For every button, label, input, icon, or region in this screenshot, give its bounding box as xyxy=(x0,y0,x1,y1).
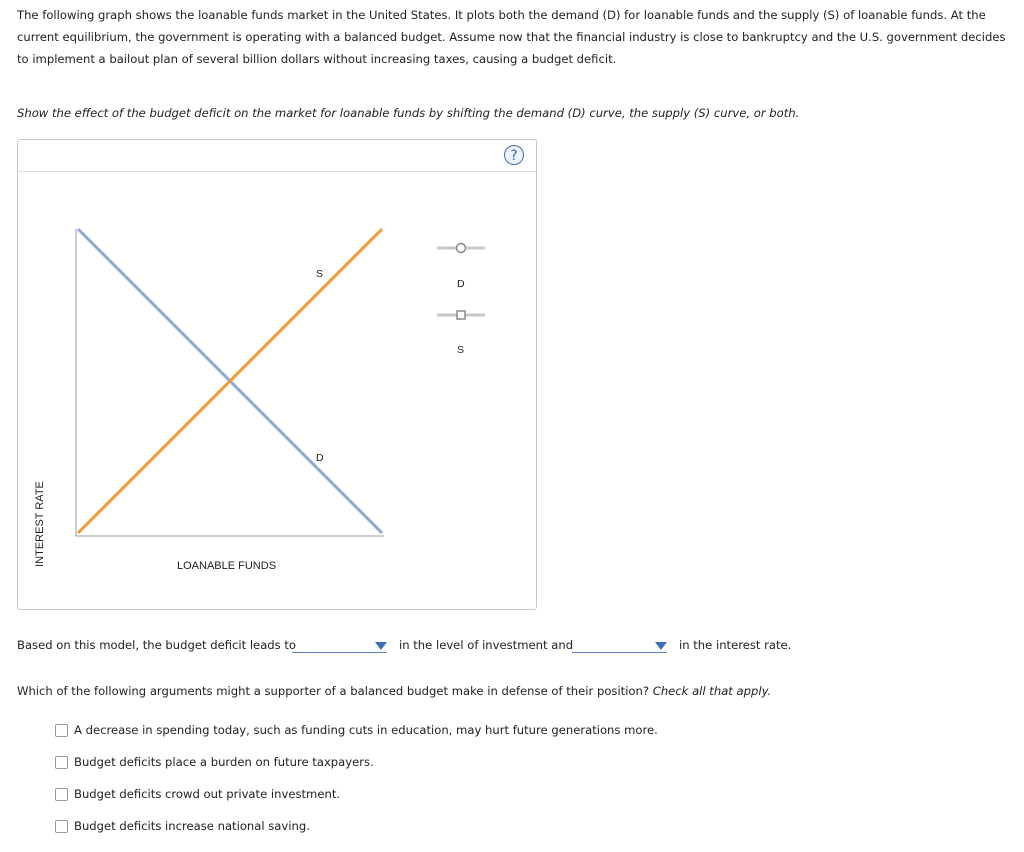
interest-rate-dropdown[interactable] xyxy=(572,638,667,653)
checkbox[interactable] xyxy=(55,756,68,769)
checkbox[interactable] xyxy=(55,820,68,833)
sentence-part1: Based on this model, the budget deficit leads to xyxy=(17,638,297,652)
y-axis-label: INTEREST RATE xyxy=(34,481,46,567)
demand-tool-label: D xyxy=(457,278,465,290)
supply-tool-label: S xyxy=(457,344,465,356)
sentence-part2: in the level of investment and xyxy=(399,638,574,652)
dropdown-arrow-icon xyxy=(655,642,667,650)
question-text xyxy=(17,684,771,698)
dropdown-arrow-icon xyxy=(375,642,387,650)
checkbox[interactable] xyxy=(55,788,68,801)
demand-tool-circle-icon[interactable] xyxy=(457,244,466,253)
option-label: Budget deficits place a burden on future taxpayers. xyxy=(74,755,374,769)
investment-dropdown[interactable] xyxy=(292,638,387,653)
graph-panel xyxy=(17,139,537,610)
supply-curve-label: S xyxy=(316,268,324,280)
instruction-text: Show the effect of the budget deficit on the market for loanable funds by shifting the demand (D) curve, the supply (S) curve, or both. xyxy=(17,106,800,120)
option-label: Budget deficits crowd out private investment. xyxy=(74,787,341,801)
question-body: Which of the following arguments might a supporter of a balanced budget make in defense of their position? xyxy=(17,684,650,698)
checkbox[interactable] xyxy=(55,724,68,737)
sentence-part3: in the interest rate. xyxy=(679,638,792,652)
option-label: A decrease in spending today, such as funding cuts in education, may hurt future generations more. xyxy=(74,723,658,737)
loanable-funds-graph xyxy=(18,140,536,609)
demand-curve-label: D xyxy=(316,452,324,464)
question-hint: Check all that apply. xyxy=(652,684,772,698)
help-icon[interactable]: ? xyxy=(504,145,524,165)
option-label: Budget deficits increase national saving. xyxy=(74,819,310,833)
intro-text: The following graph shows the loanable funds market in the United States. It plots both the demand (D) for loanable funds and the supply (S) of loanable funds. At the current equilibrium, the government is operating with a balanced budget. Assume now that the financial industry is close to bankruptcy and the U.S. government decides to implement a bailout plan of several billion dollars without increasing taxes, causing a budget deficit. xyxy=(17,8,1006,66)
supply-tool-square-icon[interactable] xyxy=(457,311,465,319)
x-axis-label: LOANABLE FUNDS xyxy=(177,560,277,572)
